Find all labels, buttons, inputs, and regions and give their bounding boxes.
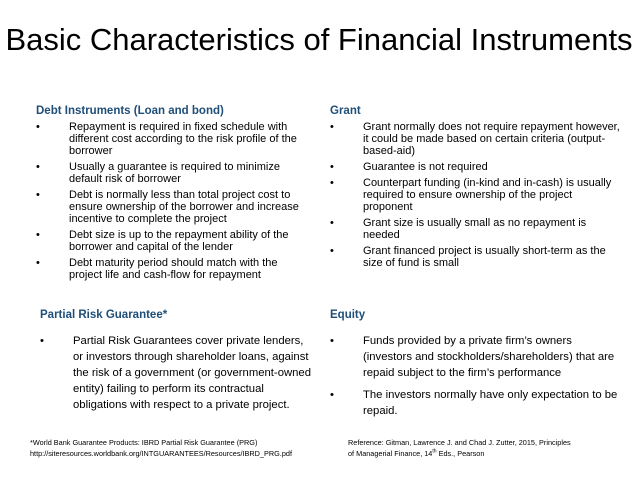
bullet-icon: • <box>330 389 334 401</box>
debt-heading: Debt Instruments (Loan and bond) <box>36 105 224 117</box>
list-item: • Grant financed project is usually short-term as the size of fund is small <box>330 245 606 269</box>
prg-heading: Partial Risk Guarantee* <box>40 309 168 321</box>
debt-instruments-section <box>36 104 312 285</box>
bullet-icon: • <box>36 189 40 201</box>
bullet-icon: • <box>330 217 334 229</box>
list-item: • Debt size is up to the repayment ability of the borrower and capital of the lender <box>36 229 289 253</box>
partial-risk-guarantee-section <box>40 308 312 419</box>
bullet-icon: • <box>40 335 44 347</box>
bullet-icon: • <box>330 121 334 133</box>
grant-heading: Grant <box>330 105 361 117</box>
footnote-right-line1: Reference: Gitman, Lawrence J. and Chad J. Zutter, 2015, Principles <box>348 438 571 447</box>
list-item: • Debt maturity period should match with the project life and cash-flow for repayment <box>36 257 278 281</box>
list-item: • Usually a guarantee is required to minimize default risk of borrower <box>36 161 280 185</box>
bullet-icon: • <box>36 229 40 241</box>
equity-heading: Equity <box>330 309 366 321</box>
footnote-right-line2: of Managerial Finance, 14th Eds., Pearson <box>348 448 485 458</box>
bullet-icon: • <box>36 257 40 269</box>
list-item: • Guarantee is not required <box>330 161 488 173</box>
footnote-world-bank <box>30 437 292 459</box>
grant-bullet-list <box>330 121 620 269</box>
debt-bullet-list <box>36 121 312 281</box>
grant-section <box>330 104 620 273</box>
list-item: • Grant normally does not require repayment however, it could be made based on certain criteria (output-based-aid) <box>330 121 620 157</box>
edition-superscript: th <box>432 448 437 455</box>
list-item: • Repayment is required in fixed schedule with different cost according to the risk profile of the borrower <box>36 121 297 157</box>
bullet-icon: • <box>330 177 334 189</box>
list-item: • Partial Risk Guarantees cover private lenders, or investors through shareholder loans, against the risk of a government (or government-owned entity) failing to perform its contractual obligations with respect to a private project. <box>40 335 311 411</box>
prg-bullet-list <box>40 333 312 413</box>
list-item: • Debt is normally less than total project cost to ensure ownership of the borrower and increase incentive to complete the project <box>36 189 299 225</box>
footnote-left-line1: *World Bank Guarantee Products: IBRD Partial Risk Guarantee (PRG) <box>30 438 258 447</box>
bullet-icon: • <box>36 161 40 173</box>
footnote-left-url: http://siteresources.worldbank.org/INTGUARANTEES/Resources/IBRD_PRG.pdf <box>30 449 292 458</box>
bullet-icon: • <box>330 335 334 347</box>
bullet-icon: • <box>36 121 40 133</box>
list-item: • Counterpart funding (in-kind and in-cash) is usually required to ensure ownership of the project proponent <box>330 177 612 213</box>
footnote-reference <box>348 437 571 459</box>
slide-title: Basic Characteristics of Financial Instruments <box>5 22 633 57</box>
list-item: • The investors normally have only expectation to be repaid. <box>330 389 618 417</box>
list-item: • Grant size is usually small as no repayment is needed <box>330 217 587 241</box>
equity-section <box>330 308 620 425</box>
bullet-icon: • <box>330 161 334 173</box>
bullet-icon: • <box>330 245 334 257</box>
list-item: • Funds provided by a private firm’s owners (investors and stockholders/shareholders) that are repaid subject to the firm’s performance <box>330 335 615 379</box>
equity-bullet-list <box>330 333 620 419</box>
